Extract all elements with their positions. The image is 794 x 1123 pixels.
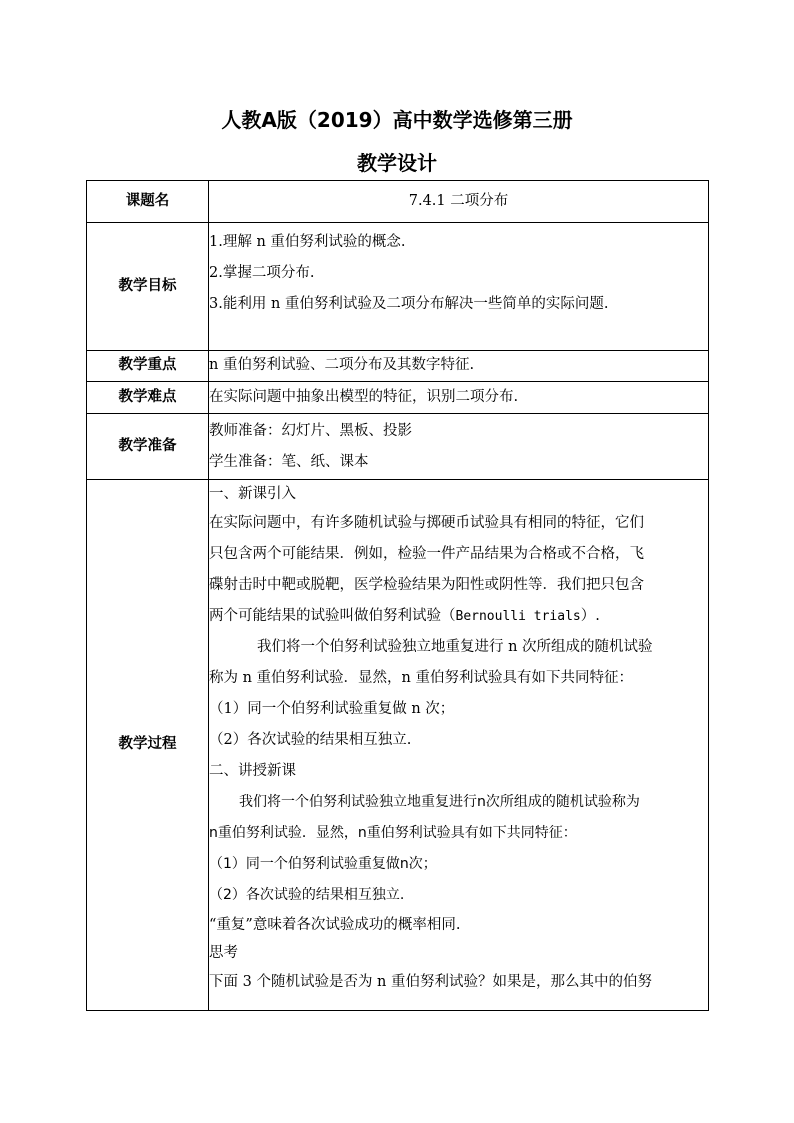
difficulties-value: 在实际问题中抽象出模型的特征，识别二项分布. bbox=[209, 382, 709, 414]
label-process: 教学过程 bbox=[87, 480, 209, 1011]
list-item: （1）同一个伯努利试验重复做 n 次； bbox=[209, 701, 455, 717]
list-item: （2）各次试验的结果相互独立. bbox=[209, 887, 405, 903]
goal-item: 2.掌握二项分布. bbox=[209, 265, 315, 281]
row-difficulties bbox=[87, 382, 709, 414]
preparation-item: 学生准备：笔、纸、课本 bbox=[209, 453, 369, 470]
section-heading: 一、新课引入 bbox=[209, 486, 296, 502]
goal-item: 1.理解 n 重伯努利试验的概念. bbox=[209, 234, 406, 250]
lesson-plan-table bbox=[86, 180, 709, 1011]
paragraph-text: 两个可能结果的试验叫做伯努利试验（ bbox=[209, 608, 456, 624]
row-goals bbox=[87, 223, 709, 351]
label-key-points: 教学重点 bbox=[87, 351, 209, 382]
section-heading: 思考 bbox=[209, 945, 238, 961]
topic-value: 7.4.1 二项分布 bbox=[209, 181, 709, 223]
key-points-value: n 重伯努利试验、二项分布及其数字特征. bbox=[209, 351, 709, 382]
row-topic bbox=[87, 181, 709, 223]
label-preparation: 教学准备 bbox=[87, 414, 209, 480]
paragraph-line bbox=[209, 601, 708, 632]
paragraph-line: 在实际问题中，有许多随机试验与掷硬币试验具有相同的特征，它们 bbox=[209, 515, 644, 531]
goal-item: 3.能利用 n 重伯努利试验及二项分布解决一些简单的实际问题. bbox=[209, 296, 609, 312]
document-subtitle: 教学设计 bbox=[357, 151, 437, 175]
label-goals: 教学目标 bbox=[87, 223, 209, 351]
paragraph-line: 下面 3 个随机试验是否为 n 重伯努利试验？如果是，那么其中的伯努 bbox=[209, 974, 652, 990]
preparation-content bbox=[209, 414, 709, 480]
preparation-item: 教师准备：幻灯片、黑板、投影 bbox=[209, 422, 412, 439]
row-process bbox=[87, 480, 709, 1011]
process-content bbox=[209, 480, 709, 1011]
paragraph-line: 我们将一个伯努利试验独立地重复进行n次所组成的随机试验称为 bbox=[239, 794, 640, 810]
paragraph-line: 碟射击时中靶或脱靶，医学检验结果为阳性或阴性等．我们把只包含 bbox=[209, 577, 644, 593]
goals-content bbox=[209, 223, 709, 351]
list-item: （2）各次试验的结果相互独立. bbox=[209, 732, 412, 748]
row-key-points bbox=[87, 351, 709, 382]
section-heading: 二、讲授新课 bbox=[209, 763, 296, 779]
row-preparation bbox=[87, 414, 709, 480]
label-topic: 课题名 bbox=[87, 181, 209, 223]
paragraph-line: n重伯努利试验．显然，n重伯努利试验具有如下共同特征： bbox=[209, 825, 577, 841]
paragraph-line: 我们将一个伯努利试验独立地重复进行 n 次所组成的随机试验 bbox=[257, 639, 653, 655]
document-title: 人教A版（2019）高中数学选修第三册 bbox=[221, 108, 573, 132]
paragraph-line: 只包含两个可能结果．例如，检验一件产品结果为合格或不合格，飞 bbox=[209, 546, 644, 562]
paragraph-line: 称为 n 重伯努利试验．显然，n 重伯努利试验具有如下共同特征： bbox=[209, 670, 634, 686]
english-term: Bernoulli trials bbox=[455, 609, 581, 624]
paragraph-line: “重复”意味着各次试验成功的概率相同. bbox=[209, 917, 461, 933]
paragraph-text: ）. bbox=[580, 608, 600, 624]
label-difficulties: 教学难点 bbox=[87, 382, 209, 414]
list-item: （1）同一个伯努利试验重复做n次； bbox=[209, 856, 437, 872]
